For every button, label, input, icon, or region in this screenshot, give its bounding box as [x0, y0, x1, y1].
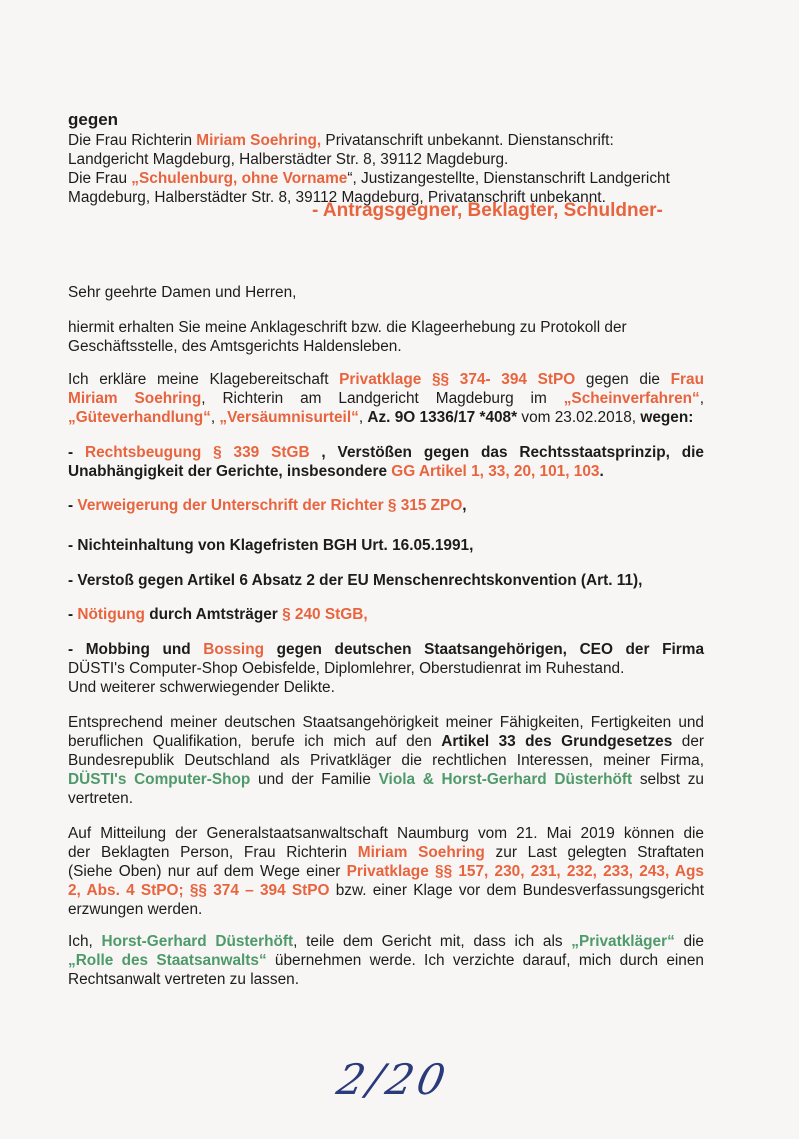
charge-3: - Nichteinhaltung von Klagefristen BGH Urt. 16.05.1991,	[68, 537, 474, 554]
para3-line-1	[68, 932, 704, 951]
judge-name: Miriam Soehring	[68, 390, 202, 407]
quoted-term: „Güteverhandlung“	[68, 409, 211, 426]
charge-2	[68, 496, 704, 515]
declaration-line-1	[68, 370, 704, 389]
defendant-line-1	[68, 131, 704, 150]
text: und der Familie	[250, 771, 379, 788]
party-designation: - Antragsgegner, Beklagter, Schuldner-	[312, 200, 663, 221]
charge-1-line-1	[68, 443, 704, 462]
para1-line-3: Bundesrepublik Deutschland als Privatkläger die rechtlichen Interessen, meiner Firma,	[68, 752, 704, 769]
text: ,	[358, 409, 368, 426]
charge-4: - Verstoß gegen Artikel 6 Absatz 2 der EU Menschenrechtskonvention (Art. 11),	[68, 572, 643, 589]
page-number-handwritten: 2/20	[332, 1055, 454, 1104]
text: gegen die	[575, 371, 671, 388]
quoted-term: „Rolle des Staatsanwalts“	[68, 952, 267, 969]
intro-line-1: hiermit erhalten Sie meine Anklageschrift bzw. die Klageerhebung zu Protokoll der	[68, 319, 627, 336]
law-reference: Verweigerung der Unterschrift der Richter § 315 ZPO	[77, 497, 463, 514]
text: Frau	[670, 371, 704, 388]
defendant-line-3	[68, 169, 704, 188]
defendant-line-2: Landgericht Magdeburg, Halberstädter Str. 8, 39112 Magdeburg.	[68, 151, 509, 168]
law-reference: Artikel 33 des Grundgesetzes	[441, 733, 673, 750]
law-reference: Privatklage §§ 374- 394 StPO	[339, 371, 576, 388]
text: Unabhängigkeit der Gerichte, insbesondere	[68, 463, 392, 480]
para2-line-4	[68, 881, 704, 900]
para1-line-2	[68, 732, 704, 751]
declaration-line-2	[68, 389, 704, 408]
heading-gegen: gegen	[68, 110, 119, 129]
para3-line-3: Rechtsanwalt vertreten zu lassen.	[68, 971, 299, 988]
defendant-name-2: „Schulenburg, ohne Vorname	[131, 170, 348, 187]
para2-line-5: erzwungen werden.	[68, 901, 203, 918]
charge-6-line-1	[68, 640, 704, 659]
declaration-line-3	[68, 408, 704, 427]
intro-line-2: Geschäftsstelle, des Amtsgerichts Haldensleben.	[68, 338, 402, 355]
company-name: DÜSTI's Computer-Shop	[68, 771, 251, 788]
text: zur Last gelegten Straftaten	[484, 844, 705, 861]
law-reference: GG Artikel 1, 33, 20, 101, 103	[391, 463, 600, 480]
para3-line-2	[68, 951, 704, 970]
para1-line-1: Entsprechend meiner deutschen Staatsangehörigkeit meiner Fähigkeiten, Fertigkeiten und	[68, 714, 704, 731]
text: vom 23.02.2018,	[517, 409, 641, 426]
text: - Mobbing und	[68, 641, 204, 658]
defendant-name: Miriam Soehring,	[196, 132, 322, 149]
text: -	[68, 606, 78, 623]
text: , Verstößen gegen das Rechtsstaatsprinzip, die	[309, 444, 704, 461]
law-reference: Bossing	[203, 641, 264, 658]
text: ,	[462, 497, 467, 514]
text: wegen:	[640, 409, 694, 426]
law-reference: Privatklage §§ 157, 230, 231, 232, 233, 243, Ags	[346, 863, 704, 880]
text: (Siehe Oben) nur auf dem Wege einer	[68, 863, 347, 880]
text: gegen deutschen Staatsangehörigen, CEO der Firma	[264, 641, 705, 658]
text: ,	[699, 390, 705, 407]
text: durch Amtsträger	[144, 606, 283, 623]
quoted-term: „Scheinverfahren“	[563, 390, 700, 407]
text: Die Frau	[68, 170, 132, 187]
text: , teile dem Gericht mit, dass ich als	[293, 933, 572, 950]
text: ,	[210, 409, 220, 426]
text: beruflichen Qualifikation, berufe ich mich auf den	[68, 733, 442, 750]
text: bzw. einer Klage vor dem Bundesverfassungsgericht	[329, 882, 704, 899]
text: der Beklagten Person, Frau Richterin	[68, 844, 358, 861]
para2-line-2	[68, 843, 704, 862]
charge-6-line-3: Und weiterer schwerwiegender Delikte.	[68, 679, 335, 696]
law-reference: Nötigung	[77, 606, 145, 623]
text: , Richterin am Landgericht Magdeburg im	[201, 390, 564, 407]
text: Ich,	[68, 933, 102, 950]
judge-name: Miriam Soehring	[357, 844, 485, 861]
text: die	[674, 933, 704, 950]
para2-line-3	[68, 862, 704, 881]
law-reference: Rechtsbeugung § 339 StGB	[84, 444, 310, 461]
law-reference: 2, Abs. 4 StPO; §§ 374 – 394 StPO	[68, 882, 330, 899]
quoted-term: „Versäumnisurteil“	[219, 409, 359, 426]
para1-line-4	[68, 770, 704, 789]
text: “, Justizangestellte, Dienstanschrift Landgericht	[347, 170, 670, 187]
family-name: Viola & Horst-Gerhard Düsterhöft	[378, 771, 633, 788]
text: Die Frau Richterin	[68, 132, 197, 149]
defendant-line-4: Magdeburg, Halberstädter Str. 8, 39112 Magdeburg, Privatanschrift unbekannt.	[68, 189, 606, 206]
text: selbst zu	[632, 771, 704, 788]
para2-line-1: Auf Mitteilung der Generalstaatsanwaltschaft Naumburg vom 21. Mai 2019 können die	[68, 825, 704, 842]
text: Privatanschrift unbekannt. Dienstanschrift:	[321, 132, 614, 149]
plaintiff-name: Horst-Gerhard Düsterhöft	[101, 933, 294, 950]
charge-1-line-2	[68, 462, 704, 481]
charge-6-line-2: DÜSTI's Computer-Shop Oebisfelde, Diplomlehrer, Oberstudienrat im Ruhestand.	[68, 660, 625, 677]
text: -	[68, 497, 78, 514]
case-number: Az. 9O 1336/17 *408*	[367, 409, 518, 426]
text: .	[599, 463, 604, 480]
charge-5	[68, 605, 704, 624]
text: übernehmen werde. Ich verzichte darauf, mich durch einen	[266, 952, 704, 969]
text: Ich erkläre meine Klagebereitschaft	[68, 371, 340, 388]
greeting: Sehr geehrte Damen und Herren,	[68, 284, 297, 301]
quoted-term: „Privatkläger“	[571, 933, 675, 950]
text: der	[672, 733, 704, 750]
para1-line-5: vertreten.	[68, 790, 134, 807]
text: -	[68, 444, 85, 461]
law-reference: § 240 StGB,	[282, 606, 368, 623]
